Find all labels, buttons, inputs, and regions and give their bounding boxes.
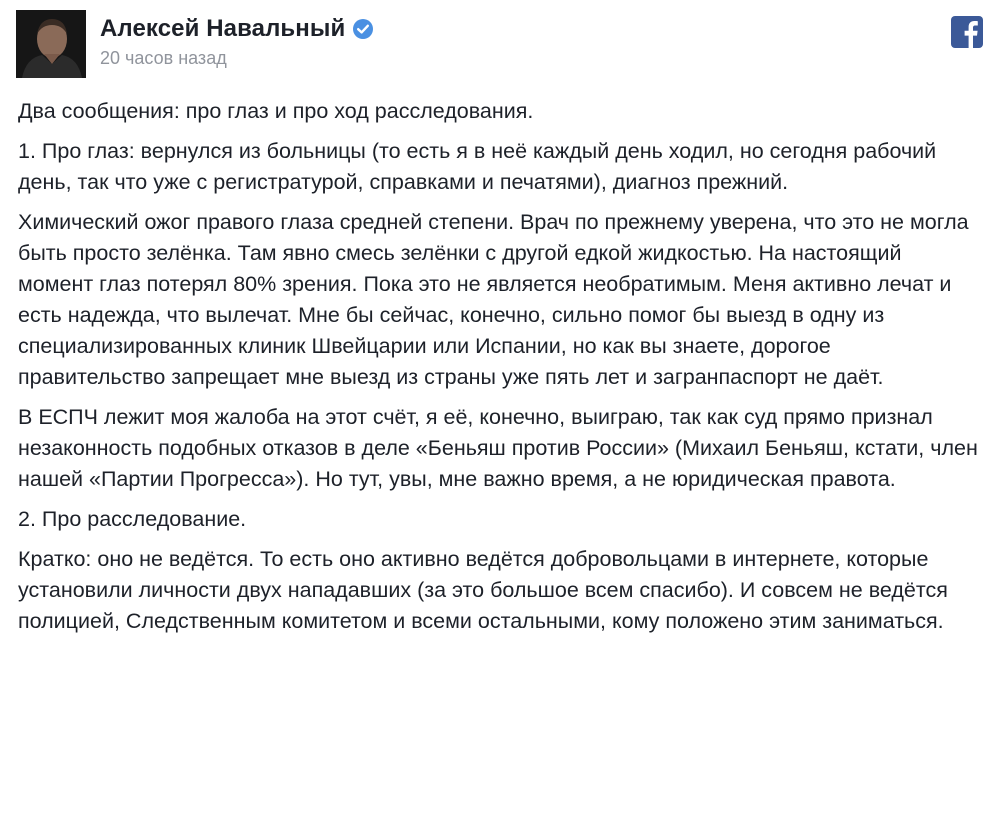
post-header — [16, 10, 983, 80]
facebook-icon[interactable] — [951, 16, 983, 48]
author-name[interactable]: Алексей Навальный — [100, 15, 346, 42]
author-row — [100, 14, 374, 44]
post-paragraph: В ЕСПЧ лежит моя жалоба на этот счёт, я её, конечно, выиграю, так как суд прямо признал незаконность подобных отказов в деле «Беньяш против России» (Михаил Беньяш, кстати, член нашей «Партии Прогресса»). Но тут, увы, мне важно время, а не юридическая правота. — [18, 405, 978, 491]
post-timestamp[interactable]: 20 часов назад — [100, 48, 227, 68]
post-paragraph: Два сообщения: про глаз и про ход расследования. — [18, 99, 534, 123]
post-body — [18, 96, 978, 646]
verified-badge-icon — [352, 18, 374, 40]
post-paragraph: Кратко: оно не ведётся. То есть оно активно ведётся добровольцами в интернете, которые установили личности двух нападавших (за это большое всем спасибо). И совсем не ведётся полицией, Следственным комитетом и всеми остальными, кому положено этим заниматься. — [18, 547, 948, 633]
post-paragraph: 2. Про расследование. — [18, 507, 247, 531]
author-block — [100, 14, 374, 69]
avatar[interactable] — [16, 10, 86, 78]
post-paragraph: Химический ожог правого глаза средней степени. Врач по прежнему уверена, что это не могла быть просто зелёнка. Там явно смесь зелёнки с другой едкой жидкостью. На настоящий момент глаз потерял 80% зрения. Пока это не является необратимым. Меня активно лечат и есть надежда, что вылечат. Мне бы сейчас, конечно, сильно помог бы выезд в одну из специализированных клиник Швейцарии или Испании, но как вы знаете, дорогое правительство запрещает мне выезд из страны уже пять лет и загранпаспорт не даёт. — [18, 210, 969, 389]
post-paragraph: 1. Про глаз: вернулся из больницы (то есть я в неё каждый день ходил, но сегодня рабочий день, так что уже с регистратурой, справками и печатями), диагноз прежний. — [18, 139, 937, 194]
